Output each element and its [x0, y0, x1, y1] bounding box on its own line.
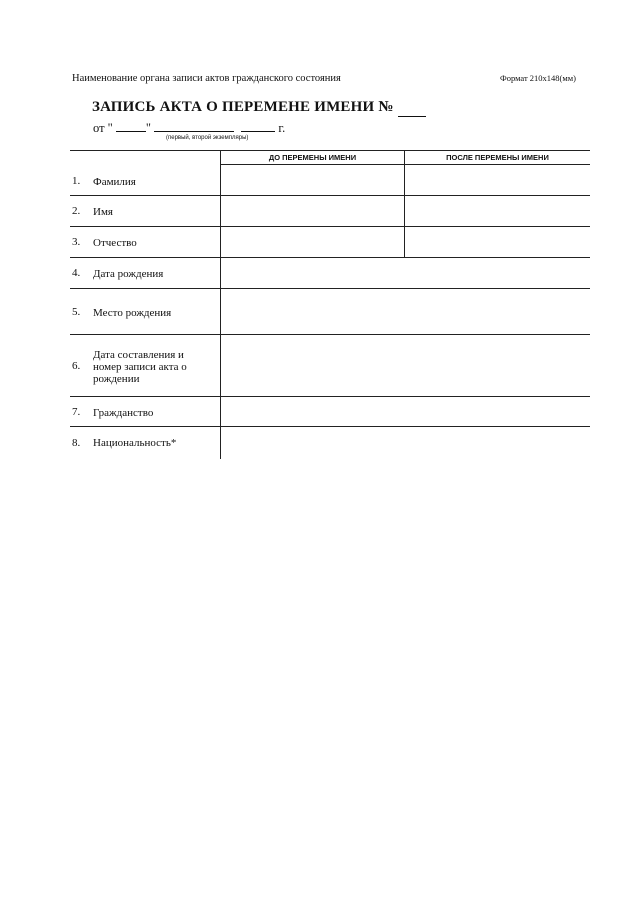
date-month-field[interactable]: [154, 120, 234, 132]
surname-after-cell[interactable]: [405, 165, 590, 195]
row-label-patronymic: Отчество: [93, 237, 137, 249]
document-title-text: ЗАПИСЬ АКТА О ПЕРЕМЕНЕ ИМЕНИ №: [92, 99, 394, 115]
row-number: 2.: [72, 205, 81, 217]
first-name-before-cell[interactable]: [221, 196, 404, 226]
first-name-after-cell[interactable]: [405, 196, 590, 226]
row-label-birth-place: Место рождения: [93, 307, 172, 319]
row-number: 8.: [72, 437, 81, 449]
patronymic-after-cell[interactable]: [405, 227, 590, 257]
birth-record-cell[interactable]: [221, 335, 590, 396]
record-date-line: [93, 120, 285, 136]
row-number: 1.: [72, 175, 81, 187]
row-label-birth-date: Дата рождения: [93, 268, 164, 280]
column-header-after: ПОСЛЕ ПЕРЕМЕНЫ ИМЕНИ: [446, 153, 549, 162]
date-prefix: от ": [93, 121, 113, 135]
nationality-cell[interactable]: [221, 427, 590, 459]
format-label: Формат 210х148(мм): [500, 73, 576, 83]
row-number: 7.: [72, 406, 81, 418]
column-header-before: ДО ПЕРЕМЕНЫ ИМЕНИ: [268, 153, 357, 162]
row-number: 5.: [72, 306, 81, 318]
row-label-nationality: Национальность*: [93, 437, 177, 449]
row-number: 4.: [72, 267, 81, 279]
row-number: 3.: [72, 236, 81, 248]
surname-before-cell[interactable]: [221, 165, 404, 195]
birth-place-cell[interactable]: [221, 289, 590, 334]
date-year-suffix: г.: [278, 121, 286, 135]
row-label-surname: Фамилия: [93, 176, 136, 188]
birth-date-cell[interactable]: [221, 258, 590, 288]
table-top-border: [70, 150, 590, 151]
row-label-birth-record: Дата составления и номер записи акта о рождении: [93, 349, 187, 385]
row-label-first-name: Имя: [93, 206, 113, 218]
row-number: 6.: [72, 360, 81, 372]
copy-note: (первый, второй экземпляры): [166, 135, 249, 141]
date-year-field[interactable]: [241, 120, 275, 132]
row-label-citizenship: Гражданство: [93, 407, 154, 419]
citizenship-cell[interactable]: [221, 397, 590, 426]
date-quote: ": [145, 121, 152, 135]
patronymic-before-cell[interactable]: [221, 227, 404, 257]
date-day-field[interactable]: [116, 120, 146, 132]
record-number-field[interactable]: [398, 99, 426, 117]
registry-office-name-label: Наименование органа записи актов гражданского состояния: [72, 73, 341, 84]
document-title: [92, 99, 426, 117]
